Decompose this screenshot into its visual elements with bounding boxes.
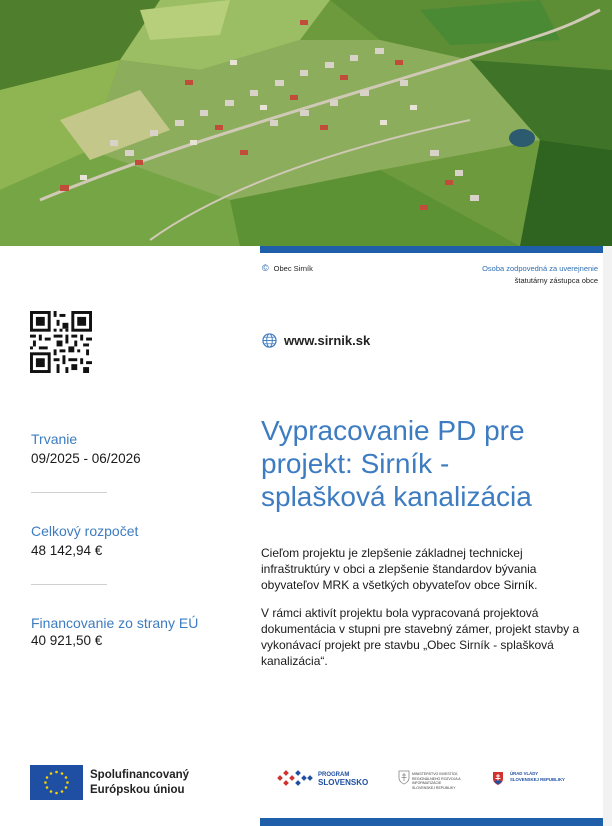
top-accent-bar	[260, 246, 612, 253]
project-goal-paragraph: Cieľom projektu je zlepšenie základnej technickej infraštruktúry v obci a zlepšenie štandardov bývania obyvateľov MRK a všetkých obyvateľov obce Sirník.	[261, 546, 538, 592]
responsible-label: Osoba zodpovedná za uverejnenie	[482, 264, 598, 273]
globe-icon	[262, 333, 277, 348]
bottom-accent-bar	[260, 818, 612, 826]
eu-text-line2: Európskou úniou	[90, 784, 185, 796]
photo-credit-text: Obec Sirník	[273, 263, 313, 273]
gov-line2: SLOVENSKEJ REPUBLIKY	[510, 776, 565, 782]
photo-credit	[262, 263, 313, 273]
government-office-seal-icon	[492, 771, 504, 786]
government-office-text	[510, 771, 565, 782]
responsible-role: štatutárny zástupca obce	[514, 276, 598, 285]
eu-funding-value: 40 921,50 €	[31, 633, 103, 648]
ministry-name: MINISTERSTVO INVESTÍCIÍ, REGIONÁLNEHO ROZVOJA A INFORMATIZÁCIE SLOVENSKEJ REPUBLIKY	[412, 772, 461, 790]
responsible-person	[482, 263, 598, 287]
website-link[interactable]	[262, 333, 370, 348]
duration-label: Trvanie	[31, 431, 78, 447]
program-slovensko-logo-icon	[276, 768, 316, 790]
divider	[31, 492, 107, 493]
duration-value: 09/2025 - 06/2026	[31, 451, 141, 466]
website-url: www.sirnik.sk	[284, 333, 371, 348]
program-label: PROGRAM	[318, 772, 350, 778]
gov-line1: ÚRAD VLÁDY	[510, 771, 539, 776]
program-slovensko-text	[318, 771, 368, 787]
slovensko-label: SLOVENSKO	[318, 778, 369, 787]
qr-code[interactable]	[30, 311, 92, 373]
aerial-village-photo	[0, 0, 612, 246]
divider	[31, 584, 107, 585]
eu-cofinanced-text	[90, 768, 189, 798]
ministry-seal-icon	[398, 770, 410, 785]
project-title: Vypracovanie PD pre projekt: Sirník - splašková kanalizácia	[261, 415, 532, 512]
eu-flag-icon	[30, 765, 83, 800]
eu-text-line1: Spolufinancovaný	[90, 769, 190, 781]
eu-funding-label: Financovanie zo strany EÚ	[31, 615, 199, 631]
copyright-icon: ©	[262, 263, 269, 273]
right-edge-strip	[603, 246, 612, 826]
budget-label: Celkový rozpočet	[31, 523, 139, 539]
budget-value: 48 142,94 €	[31, 543, 103, 558]
project-activities-paragraph: V rámci aktivít projektu bola vypracovaná projektová dokumentácia v stupni pre stavebný zámer, projekt stavby a vykonávací projekt pre stavbu „Obec Sirník - splašková kanalizácia“.	[261, 606, 580, 668]
